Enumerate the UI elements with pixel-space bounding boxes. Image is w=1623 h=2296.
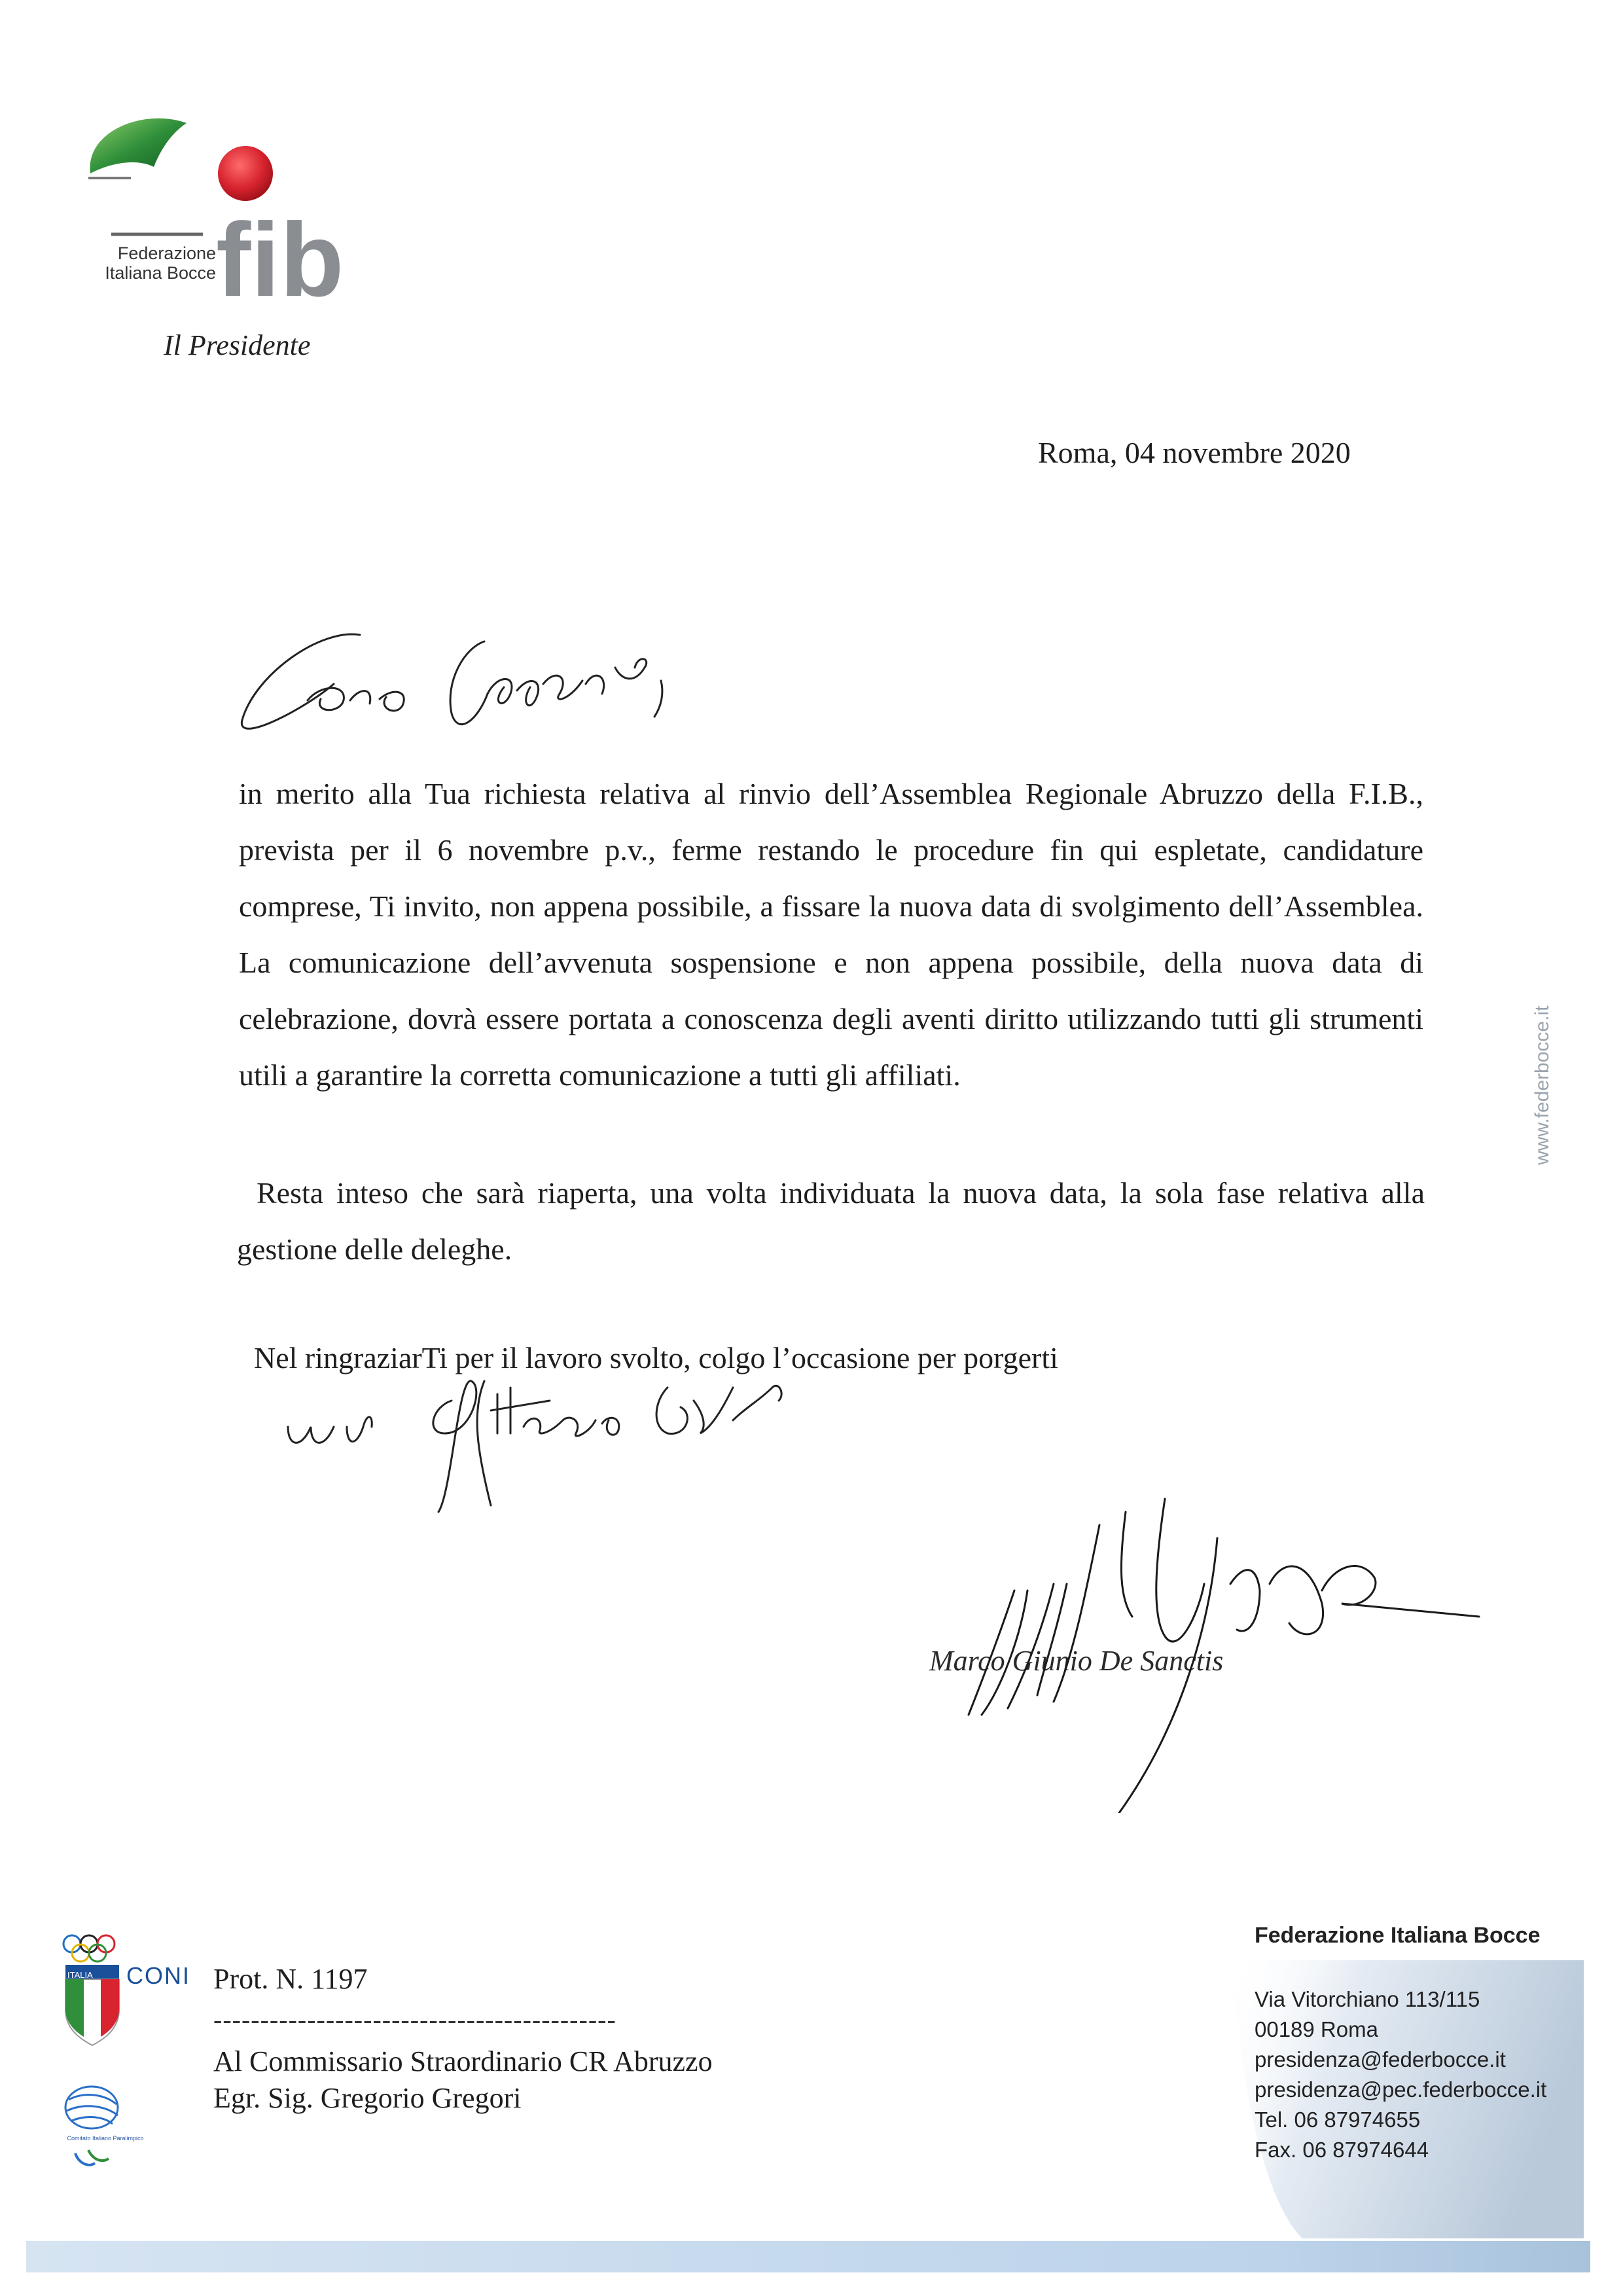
signer-name: Marco Giunio De Sanctis [929, 1645, 1224, 1677]
separator-line: ------------------------------------------- [213, 2005, 616, 2034]
telephone: Tel. 06 87974655 [1255, 2108, 1421, 2132]
closing-line: Nel ringraziarTi per il lavoro svolto, colgo l’occasione per porgerti [254, 1341, 1058, 1374]
paralympic-globe-icon [65, 2087, 118, 2128]
paralympic-label: Comitato Italiano Paralimpico [67, 2135, 144, 2142]
handwritten-signature [903, 1486, 1492, 1813]
website-vertical [1531, 969, 1564, 1165]
address-line-1: Via Vitorchiano 113/115 [1255, 1987, 1480, 2011]
handwritten-salutation [229, 622, 726, 753]
email-link-2[interactable]: presidenza@pec.federbocce.it [1255, 2077, 1547, 2102]
protocol-number: Prot. N. 1197 [213, 1963, 368, 1995]
logo-line-1: Federazione [117, 243, 216, 263]
fax: Fax. 06 87974644 [1255, 2138, 1429, 2162]
coni-label: CONI [126, 1962, 190, 1989]
letter-date: Roma, 04 novembre 2020 [1038, 436, 1351, 469]
recipient-line-1: Al Commissario Straordinario CR Abruzzo [213, 2045, 713, 2077]
office-title: Il Presidente [164, 329, 311, 361]
website-text: www.federbocce.it [1531, 1005, 1553, 1165]
handwritten-closing [275, 1361, 897, 1532]
paragraph-1: in merito alla Tua richiesta relativa al rinvio dell’Assemblea Regionale Abruzzo della F.I.B., prevista per il 6 novembre p.v., ferme restando le procedure fin qui espletate, candidature comprese, Ti invito, non appena possibile, a fissare la nuova data di svolgimento dell’Assemblea. La comunicazione dell’avvenuta sospensione e non appena possibile, della nuova data di celebrazione, dovrà essere portata a conoscenza degli aventi diritto utilizzando tutti gli strumenti utili a garantire la corretta comunicazione a tutti gli affiliati. [239, 777, 1423, 1092]
olympic-rings-icon [63, 1935, 115, 1962]
recipient-line-2: Egr. Sig. Gregorio Gregori [213, 2082, 522, 2114]
italia-label: ITALIA [67, 1970, 93, 1980]
contact-block [1255, 1984, 1546, 2165]
fib-wordmark: fib [216, 201, 344, 301]
logo-line-2: Italiana Bocce [105, 263, 216, 283]
agitos-icon [75, 2150, 109, 2165]
logo-caption [92, 243, 216, 283]
address-line-2: 00189 Roma [1255, 2017, 1378, 2041]
email-link-1[interactable]: presidenza@federbocce.it [1255, 2047, 1506, 2072]
federation-name: Federazione Italiana Bocce [1255, 1923, 1541, 1948]
paragraph-2: Resta inteso che sarà riaperta, una volta individuata la nuova data, la sola fase relativa alla gestione delle deleghe. [237, 1176, 1425, 1266]
bottom-decorative-strip [26, 2241, 1590, 2272]
